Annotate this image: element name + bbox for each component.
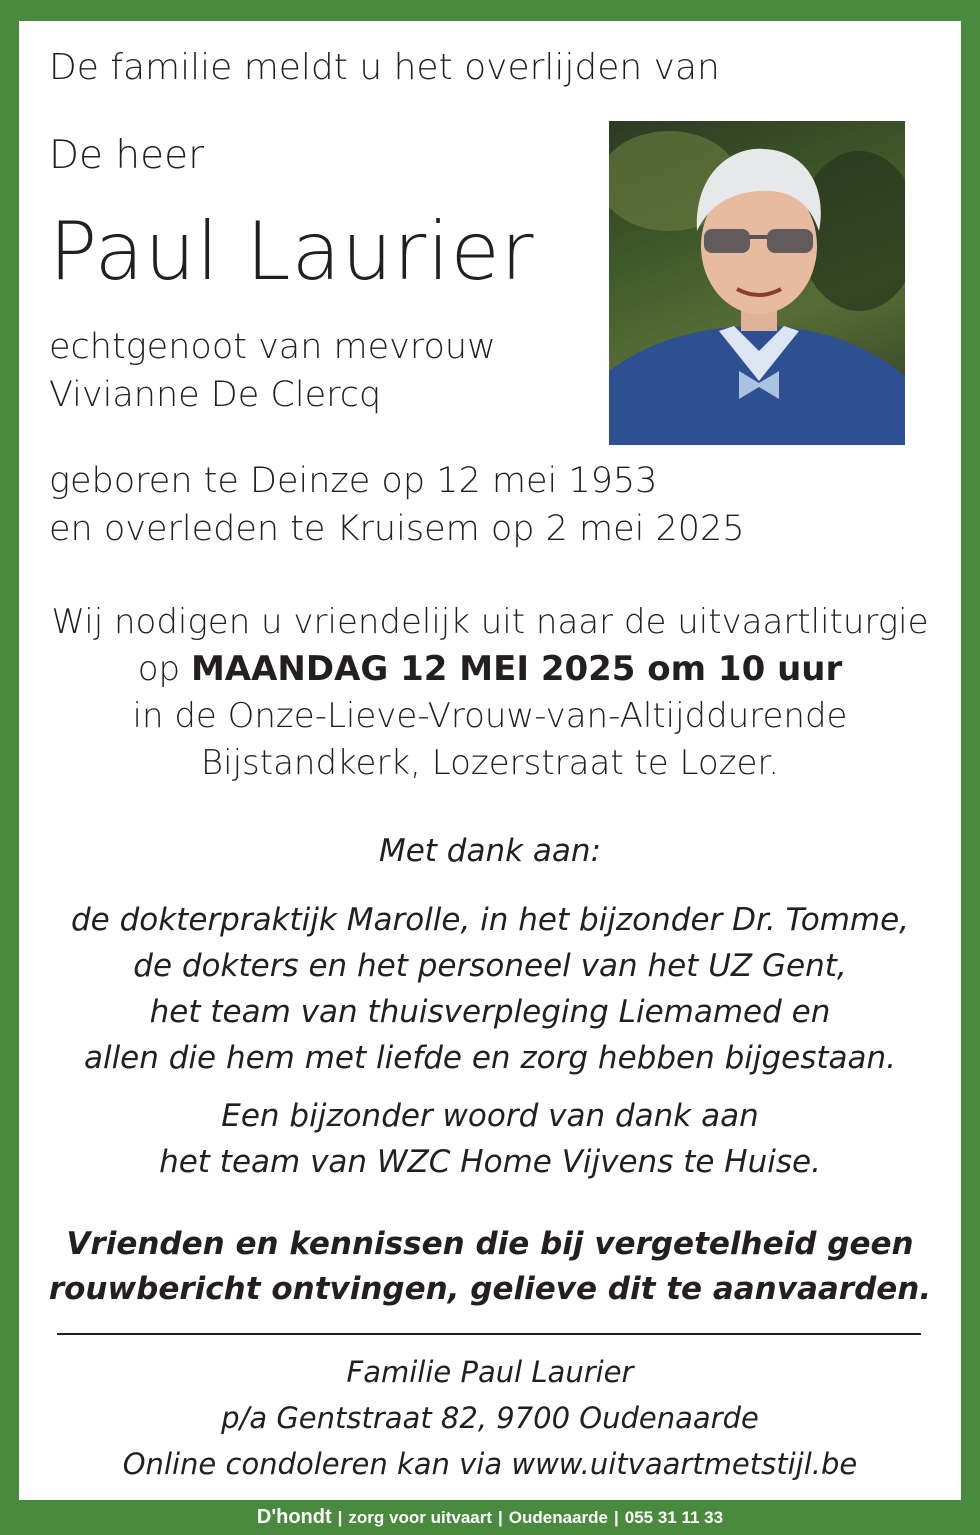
deceased-name: Paul Laurier (49, 205, 535, 298)
request-line: Vrienden en kennissen die bij vergetelheid geen (66, 1226, 914, 1262)
thanks-line: de dokters en het personeel van het UZ Gent, (133, 948, 847, 984)
funeral-home-tagline: zorg voor uitvaart (348, 1508, 493, 1527)
invitation-line-1: Wij nodigen u vriendelijk uit naar de uitvaartliturgie (51, 602, 929, 642)
honorific: De heer (49, 133, 205, 178)
funeral-date: MAANDAG 12 MEI 2025 om 10 uur (190, 649, 843, 689)
spouse-line-2: Vivianne De Clercq (49, 375, 382, 415)
family-name: Familie Paul Laurier (346, 1355, 634, 1389)
special-thanks-line: het team van WZC Home Vijvens te Huise. (159, 1144, 821, 1180)
footer-separator: | (337, 1508, 343, 1527)
thanks-list (19, 897, 961, 1081)
spouse-line-1: echtgenoot van mevrouw (49, 327, 496, 367)
birth-line: geboren te Deinze op 12 mei 1953 (49, 461, 658, 501)
portrait-photo (609, 121, 905, 445)
spouse-info (49, 323, 496, 419)
invitation-prefix: op (137, 649, 191, 689)
request-line: rouwbericht ontvingen, gelieve dit te aanvaarden. (48, 1271, 932, 1307)
funeral-home-city: Oudenaarde (508, 1508, 608, 1527)
address: p/a Gentstraat 82, 9700 Oudenaarde (221, 1401, 759, 1435)
intro-text: De familie meldt u het overlijden van (49, 47, 720, 88)
funeral-home-brand: D'hondt (256, 1506, 332, 1528)
invitation-line-3: in de Onze-Lieve-Vrouw-van-Altijddurende (132, 696, 848, 736)
special-thanks (19, 1093, 961, 1185)
condolence-link[interactable]: Online condoleren kan via www.uitvaartmetstijl.be (122, 1447, 858, 1481)
thanks-line: de dokterpraktijk Marolle, in het bijzonder Dr. Tomme, (70, 902, 910, 938)
contact-block (19, 1349, 961, 1487)
funeral-home-footer (0, 1502, 980, 1532)
special-thanks-line: Een bijzonder woord van dank aan (221, 1098, 759, 1134)
invitation-line-4: Bijstandkerk, Lozerstraat te Lozer. (200, 743, 780, 783)
invitation-line-2 (19, 646, 961, 693)
request-notice (19, 1222, 961, 1312)
thanks-heading: Met dank aan: (378, 833, 602, 869)
death-line: en overleden te Kruisem op 2 mei 2025 (49, 509, 745, 549)
divider (57, 1333, 921, 1335)
invitation-block (19, 599, 961, 787)
footer-separator: | (613, 1508, 619, 1527)
obituary-card (19, 21, 961, 1500)
thanks-line: het team van thuisverpleging Liemamed en (149, 994, 831, 1030)
portrait-illustration (609, 121, 905, 445)
funeral-home-phone[interactable]: 055 31 11 33 (624, 1508, 724, 1527)
life-dates (49, 457, 745, 553)
thanks-line: allen die hem met liefde en zorg hebben bijgestaan. (83, 1040, 897, 1076)
footer-separator: | (498, 1508, 503, 1527)
